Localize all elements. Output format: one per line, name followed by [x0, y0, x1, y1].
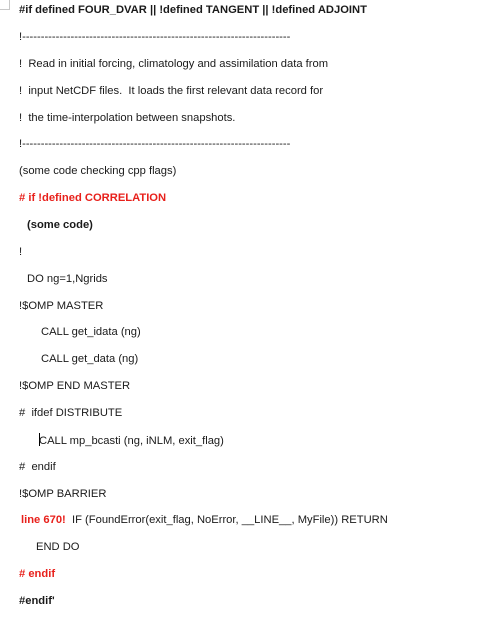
endif-final: #endif' — [19, 595, 55, 607]
line-670-label: line 670! — [21, 514, 66, 526]
comment-line-1: ! Read in initial forcing, climatology and assimilation data from — [19, 58, 329, 70]
ifdef-distribute: # ifdef DISTRIBUTE — [19, 407, 123, 419]
omp-master: !$OMP MASTER — [19, 300, 104, 312]
found-error-statement: IF (FoundError(exit_flag, NoError, __LINE__, MyFile)) RETURN — [65, 514, 388, 526]
line-if-defined-four-dvar: #if defined FOUR_DVAR || !defined TANGENT || !defined ADJOINT — [19, 4, 367, 16]
comment-line-3: ! the time-interpolation between snapshots. — [19, 112, 236, 124]
comment-bang: ! — [19, 246, 23, 258]
omp-end-master: !$OMP END MASTER — [19, 380, 131, 392]
line-if-not-defined-correlation: # if !defined CORRELATION — [19, 192, 167, 204]
call-get-idata: CALL get_idata (ng) — [41, 326, 141, 338]
do-loop-start: DO ng=1,Ngrids — [27, 273, 108, 285]
comment-line-2: ! input NetCDF files. It loads the first relevant data record for — [19, 85, 324, 97]
end-do: END DO — [36, 541, 80, 553]
line-670-row — [21, 513, 388, 527]
note-cpp-flags: (some code checking cpp flags) — [19, 165, 177, 177]
separator-line: !------------------------------------------------------------------------ — [19, 138, 291, 150]
note-some-code: (some code) — [27, 219, 93, 231]
endif-correlation: # endif — [19, 568, 56, 580]
omp-barrier: !$OMP BARRIER — [19, 488, 107, 500]
call-mp-bcasti-row — [39, 433, 224, 448]
endif-distribute: # endif — [19, 461, 56, 473]
separator-line: !------------------------------------------------------------------------ — [19, 31, 291, 43]
call-get-data: CALL get_data (ng) — [41, 353, 139, 365]
call-mp-bcasti: CALL mp_bcasti (ng, iNLM, exit_flag) — [39, 435, 224, 447]
